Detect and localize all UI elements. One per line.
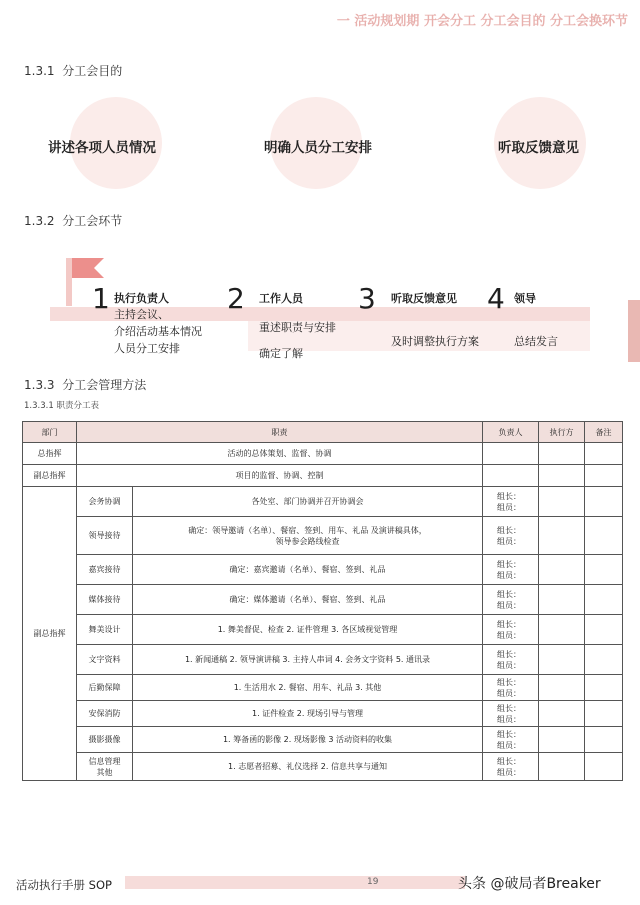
- leader-cell: [483, 675, 539, 701]
- executor-cell: [539, 517, 585, 555]
- section-title: 分工会管理方法: [62, 378, 147, 392]
- executor-cell: [539, 585, 585, 615]
- leader-label: 组长：: [497, 559, 521, 569]
- sub-dept-cell: 媒体接待: [77, 585, 133, 615]
- sub-dept-cell: 安保消防: [77, 701, 133, 727]
- dept-cell: 总指挥: [23, 443, 77, 465]
- notes-cell: [585, 675, 623, 701]
- step-line: 及时调整执行方案: [391, 335, 479, 348]
- table-row: [23, 753, 623, 781]
- notes-cell: [585, 465, 623, 487]
- table-row: [23, 615, 623, 645]
- duty-cell: 活动的总体策划、监督、协调: [77, 443, 483, 465]
- leader-label: 组长：: [497, 491, 521, 501]
- sub-dept-cell: 摄影摄像: [77, 727, 133, 753]
- group-dept-cell: 副总指挥: [23, 487, 77, 781]
- notes-cell: [585, 487, 623, 517]
- executor-cell: [539, 727, 585, 753]
- member-label: 组员：: [497, 660, 521, 670]
- member-label: 组员：: [497, 714, 521, 724]
- notes-cell: [585, 585, 623, 615]
- section-number: 1.3.3: [24, 378, 55, 392]
- leader-label: 组长：: [497, 677, 521, 687]
- duty-line: 确定：领导邀请（名单）、餐宿、签到、用车、礼品 及演讲稿具体，: [188, 525, 427, 535]
- step-desc-2: [259, 315, 336, 367]
- leader-label: 组长：: [497, 729, 521, 739]
- dept-cell: 副总指挥: [23, 465, 77, 487]
- notes-cell: [585, 615, 623, 645]
- member-label: 组员：: [497, 688, 521, 698]
- step-title-2: 工作人员: [259, 292, 303, 305]
- leader-cell: [483, 585, 539, 615]
- member-label: 组员：: [497, 630, 521, 640]
- sub-dept-cell: 文字资料: [77, 645, 133, 675]
- executor-cell: [539, 465, 585, 487]
- header-leader: 负责人: [483, 422, 539, 443]
- sub-dept-line: 信息管理: [88, 756, 121, 766]
- leader-cell: [483, 443, 539, 465]
- leader-cell: [483, 615, 539, 645]
- duty-cell: 1. 生活用水 2. 餐宿、用车、礼品 3. 其他: [133, 675, 483, 701]
- step-title-1: 执行负责人: [114, 292, 169, 305]
- executor-cell: [539, 701, 585, 727]
- table-row: [23, 675, 623, 701]
- step-number-2: 2: [227, 282, 245, 315]
- section-heading-1-3-1: [24, 62, 122, 79]
- step-number-3: 3: [358, 282, 376, 315]
- sub-dept-cell: 舞美设计: [77, 615, 133, 645]
- duty-line: 领导参会路线检查: [275, 536, 340, 546]
- leader-cell: [483, 727, 539, 753]
- footer-band: [125, 876, 465, 889]
- table-row: [23, 645, 623, 675]
- step-number-1: 1: [92, 282, 110, 315]
- purpose-1: 讲述各项人员情况: [48, 140, 156, 156]
- leader-label: 组长：: [497, 703, 521, 713]
- section-heading-1-3-2: [24, 212, 122, 229]
- step-line: 人员分工安排: [114, 342, 180, 355]
- member-label: 组员：: [497, 502, 521, 512]
- executor-cell: [539, 753, 585, 781]
- leader-label: 组长：: [497, 756, 521, 766]
- section-title: 分工会目的: [62, 64, 123, 78]
- notes-cell: [585, 701, 623, 727]
- duty-cell: 1. 证件检查 2. 现场引导与管理: [133, 701, 483, 727]
- watermark: 头条 @破局者Breaker: [458, 876, 601, 892]
- step-line: 总结发言: [514, 335, 558, 348]
- sub-dept-cell: 后勤保障: [77, 675, 133, 701]
- duty-cell: [133, 517, 483, 555]
- executor-cell: [539, 555, 585, 585]
- header-dept: 部门: [23, 422, 77, 443]
- sub-dept-cell: 嘉宾接待: [77, 555, 133, 585]
- leader-cell: [483, 701, 539, 727]
- executor-cell: [539, 487, 585, 517]
- notes-cell: [585, 517, 623, 555]
- leader-cell: [483, 753, 539, 781]
- duty-cell: 1. 新闻通稿 2. 领导演讲稿 3. 主持人串词 4. 会务文字资料 5. 通讯录: [133, 645, 483, 675]
- step-line: 重述职责与安排: [259, 321, 336, 334]
- step-desc-3: [391, 333, 479, 350]
- footer-title: 活动执行手册 SOP: [16, 878, 112, 892]
- sub-dept-cell: 会务协调: [77, 487, 133, 517]
- header-notes: 备注: [585, 422, 623, 443]
- leader-label: 组长：: [497, 619, 521, 629]
- purpose-3: 听取反馈意见: [498, 140, 579, 156]
- executor-cell: [539, 675, 585, 701]
- step-line: 确定了解: [259, 347, 303, 360]
- notes-cell: [585, 753, 623, 781]
- step-title-4: 领导: [514, 292, 536, 305]
- sub-dept-cell: 领导接待: [77, 517, 133, 555]
- notes-cell: [585, 443, 623, 465]
- duty-cell: 确定：嘉宾邀请（名单）、餐宿、签到、礼品: [133, 555, 483, 585]
- sub-dept-line: 其他: [96, 767, 113, 777]
- sub-dept-cell: [77, 753, 133, 781]
- purpose-2: 明确人员分工安排: [264, 140, 372, 156]
- member-label: 组员：: [497, 740, 521, 750]
- member-label: 组员：: [497, 600, 521, 610]
- executor-cell: [539, 645, 585, 675]
- header-duty: 职责: [77, 422, 483, 443]
- member-label: 组员：: [497, 570, 521, 580]
- duty-cell: 1. 筹备函的影像 2. 现场影像 3 活动资料的收集: [133, 727, 483, 753]
- duty-cell: 各处室、部门协调并召开协调会: [133, 487, 483, 517]
- member-label: 组员：: [497, 536, 521, 546]
- section-heading-1-3-3: [24, 376, 146, 393]
- subsection-heading-1-3-3-1: 1.3.3.1 职责分工表: [24, 401, 99, 411]
- leader-cell: [483, 465, 539, 487]
- duty-table: [22, 421, 623, 781]
- running-header: 一 活动规划期 开会分工 分工会目的 分工会换环节: [336, 14, 628, 29]
- executor-cell: [539, 615, 585, 645]
- step-desc-1: [114, 306, 202, 357]
- table-row: [23, 555, 623, 585]
- notes-cell: [585, 645, 623, 675]
- section-title: 分工会环节: [62, 214, 123, 228]
- table-row: [23, 465, 623, 487]
- step-line: 介绍活动基本情况: [114, 325, 202, 338]
- leader-label: 组长：: [497, 589, 521, 599]
- duty-cell: 项目的监督、协调、控制: [77, 465, 483, 487]
- section-number: 1.3.1: [24, 64, 55, 78]
- duty-cell: 确定：媒体邀请（名单）、餐宿、签到、礼品: [133, 585, 483, 615]
- step-desc-4: [514, 333, 558, 350]
- side-accent-bar: [628, 300, 640, 362]
- leader-cell: [483, 555, 539, 585]
- table-row: [23, 487, 623, 517]
- leader-cell: [483, 517, 539, 555]
- table-row: [23, 517, 623, 555]
- duty-cell: 1. 志愿者招募、礼仪选择 2. 信息共享与通知: [133, 753, 483, 781]
- notes-cell: [585, 555, 623, 585]
- executor-cell: [539, 443, 585, 465]
- leader-label: 组长：: [497, 649, 521, 659]
- step-title-3: 听取反馈意见: [391, 292, 457, 305]
- leader-cell: [483, 645, 539, 675]
- notes-cell: [585, 727, 623, 753]
- duty-cell: 1. 舞美督促、检查 2. 证件管理 3. 各区域视觉管理: [133, 615, 483, 645]
- table-row: [23, 443, 623, 465]
- leader-label: 组长：: [497, 525, 521, 535]
- table-row: [23, 701, 623, 727]
- table-row: [23, 727, 623, 753]
- step-line: 主持会议、: [114, 308, 169, 321]
- step-number-4: 4: [487, 282, 505, 315]
- table-header-row: [23, 422, 623, 443]
- section-number: 1.3.2: [24, 214, 55, 228]
- table-row: [23, 585, 623, 615]
- leader-cell: [483, 487, 539, 517]
- header-executor: 执行方: [539, 422, 585, 443]
- member-label: 组员：: [497, 767, 521, 777]
- page-number: 19: [367, 877, 379, 887]
